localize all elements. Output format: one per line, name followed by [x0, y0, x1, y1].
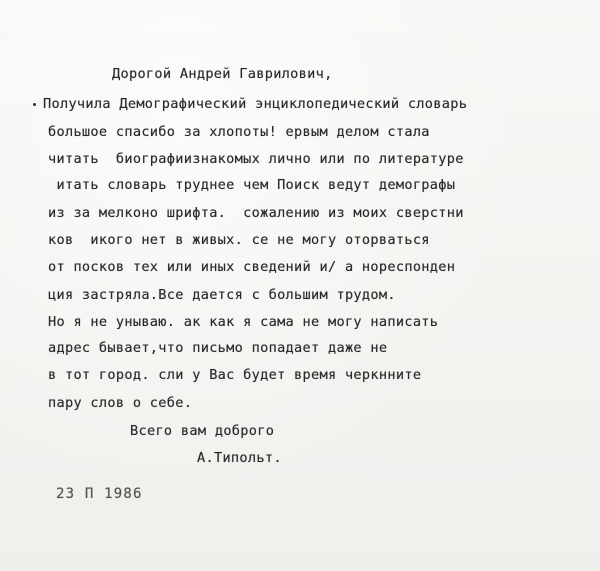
bullet-mark [33, 103, 36, 106]
closing: Всего вам доброго [130, 423, 275, 439]
body-line: итать словарь труднее чем Поиск ведут демографы [48, 177, 456, 193]
body-line: из за мелконо шрифта. сожалению из моих сверстни [48, 205, 464, 221]
body-line: Но я не унываю. ак как я сама не могу написать [48, 314, 439, 330]
date: 23 П 1986 [56, 486, 143, 502]
body-line: читать биографиизнакомых лично или по литературе [48, 151, 464, 167]
body-line: большое спасибо за хлопоты! ервым делом стала [48, 124, 430, 140]
body-line: в тот город. сли у Вас будет время черкнните [48, 367, 422, 383]
body-line: ция застряла.Все дается с большим трудом. [48, 287, 396, 303]
salutation: Дорогой Андрей Гаврилович, [112, 66, 333, 82]
body-line: пару слов о себе. [48, 395, 193, 411]
body-line: от посков тех или иных сведений и/ а нореспонден [48, 259, 456, 275]
body-line: адрес бывает,что письмо попадает даже не [48, 340, 388, 356]
body-line: Получила Демографический энциклопедический словарь [43, 96, 468, 112]
signature: А.Типольт. [197, 450, 282, 466]
body-line: ков икого нет в живых. се не могу оторваться [48, 232, 430, 248]
